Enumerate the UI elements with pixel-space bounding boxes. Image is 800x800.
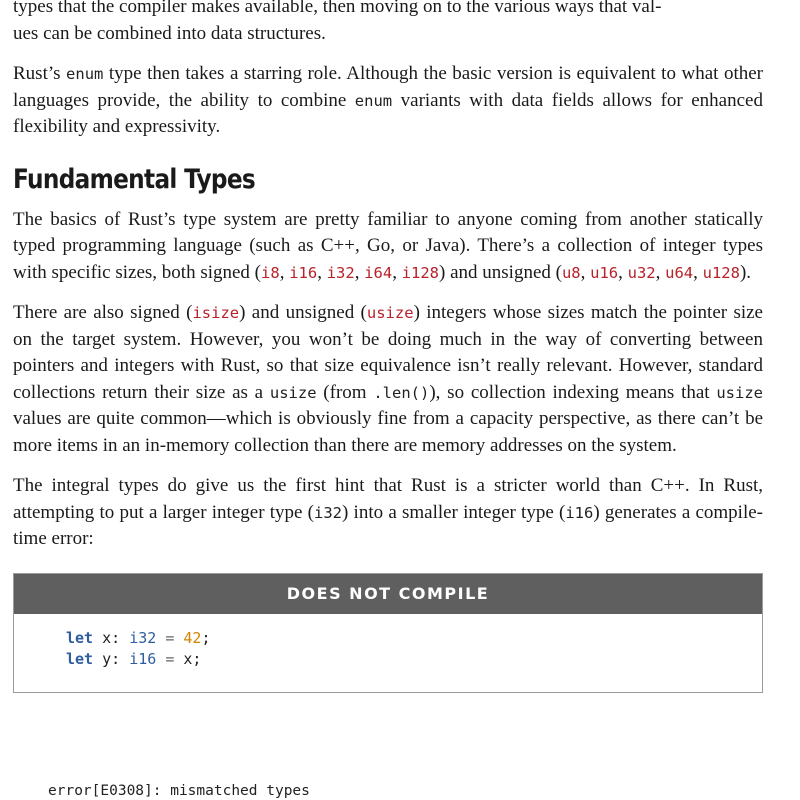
code-number: 42: [183, 628, 202, 647]
text-run: ).: [739, 261, 752, 283]
paragraph-isize-usize: [13, 300, 763, 459]
type-isize: isize: [192, 304, 240, 322]
code-type: i32: [129, 628, 157, 647]
inline-code-usize: usize: [716, 383, 764, 402]
text-run: (from: [316, 381, 374, 403]
type-u128: u128: [702, 263, 740, 282]
does-not-compile-box: [13, 573, 763, 693]
inline-code-enum: enum: [354, 91, 393, 110]
type-u16: u16: [590, 263, 619, 282]
code-block: [14, 614, 762, 692]
text-run: ) into a smaller integer type (: [342, 501, 566, 523]
keyword-let: let: [66, 649, 94, 668]
section-heading: Fundamental Types: [13, 163, 256, 195]
inline-code-i32: i32: [314, 503, 342, 522]
type-i64: i64: [364, 263, 393, 282]
intro-paragraph-1: [13, 0, 763, 47]
intro-text-line-1: types that the compiler makes available, then moving on to the various ways that val-: [13, 0, 662, 17]
type-usize: usize: [366, 304, 414, 322]
text-run: The integral types do give us the first hint that Rust is a stricter world than C++. In Rust, attempting to put a larger integer type (: [13, 475, 763, 523]
type-u8: u8: [561, 263, 581, 282]
type-i16: i16: [289, 263, 318, 282]
text-run: There are also signed (: [13, 302, 193, 323]
text-run: ) and unsigned (: [239, 302, 367, 323]
text-run: ) and unsigned (: [439, 261, 562, 283]
text-run: values are quite common—which is obviously fine from a capacity perspective, as there can’t be more items in an in-memory collection than there are memory addresses on the system.: [13, 408, 763, 456]
text-run: Rust’s: [13, 63, 67, 84]
code-text: x:: [93, 628, 130, 647]
code-text: y:: [93, 649, 130, 668]
type-i128: i128: [401, 263, 440, 282]
code-line-1: [66, 628, 762, 649]
type-i8: i8: [261, 263, 280, 282]
code-line-2: [66, 649, 762, 670]
code-text: x;: [183, 649, 202, 668]
type-u32: u32: [627, 263, 656, 282]
intro-paragraph-2: [13, 61, 763, 141]
text-run: ) integers whose sizes match the pointer size on the target system. However, you won’t be doing much in the way of converting between pointers and integers with Rust, so that size equivalence isn’t really relevant. However, standard collections return their size as a: [13, 302, 763, 403]
type-i32: i32: [326, 263, 355, 282]
intro-text-line-2: ues can be combined into data structures.: [13, 22, 326, 44]
inline-code-usize: usize: [269, 383, 317, 402]
inline-code-i16: i16: [565, 503, 594, 522]
page-content: [13, 0, 763, 693]
text-run: ) generates a compile-time error:: [13, 501, 763, 549]
text-run: variants with data fields allows for enhanced flexibility and expressivity.: [13, 89, 763, 137]
text-run: The basics of Rust’s type system are pretty familiar to anyone coming from another statically typed programming language (such as C++, Go, or Java). There’s a collection of integer types with specific sizes, both signed (: [13, 208, 763, 283]
type-u64: u64: [665, 263, 694, 282]
code-type: i16: [129, 649, 157, 668]
code-text: ;: [201, 628, 211, 647]
code-operator: =: [156, 628, 184, 647]
text-run: ), so collection indexing means that: [429, 381, 717, 403]
paragraph-integer-types: The basics of Rust’s type system are pretty familiar to anyone coming from another statically typed programming language (such as C++, Go, or Java). There’s a collection of integer types with specific sizes, both signed (i8, i16, i32, i64, i128) and unsigned (u8, u16, u32, u64, u128).: [13, 208, 763, 283]
keyword-let: let: [66, 628, 94, 647]
does-not-compile-header: DOES NOT COMPILE: [14, 574, 762, 614]
paragraph-integral-types: [13, 473, 763, 553]
text-run: type then takes a starring role. Although the basic version is equivalent to what other languages provide, the ability to combine: [13, 63, 763, 111]
inline-code-len: .len(): [373, 383, 430, 402]
inline-code-enum: enum: [66, 65, 104, 83]
compiler-error-output: error[E0308]: mismatched types: [48, 783, 310, 799]
code-operator: =: [156, 649, 184, 668]
